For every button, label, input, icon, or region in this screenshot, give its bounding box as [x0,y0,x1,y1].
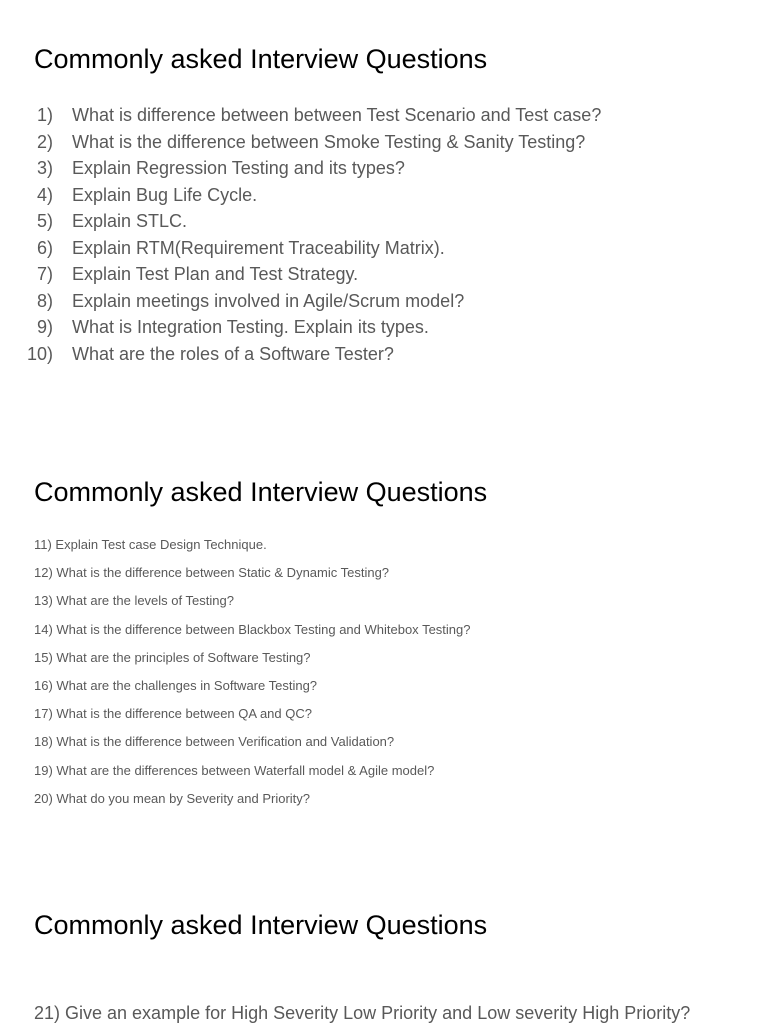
item-text: What are the roles of a Software Tester? [72,343,394,364]
item-number: 8) [36,290,53,311]
item-text: Explain Test Plan and Test Strategy. [72,264,359,284]
item-text: Explain Regression Testing and its types? [72,158,405,178]
list-item: 16) What are the challenges in Software Testing? [34,677,318,693]
item-number: 3) [36,158,53,178]
list-item: 17) What is the difference between QA and QC? [34,706,312,722]
list-item: 13) What are the levels of Testing? [34,593,234,609]
item-text: What is the difference between Smoke Testing & Sanity Testing? [72,131,586,152]
item-number: 2) [36,131,53,152]
item-number: 4) [36,184,53,205]
list-item: 21) Give an example for High Severity Low Priority and Low severity High Priority? [34,1003,691,1023]
list-item: 18) What is the difference between Verification and Validation? [34,734,395,750]
item-text: What is difference between between Test Scenario and Test case? [72,105,602,125]
item-number: 7) [36,264,53,284]
item-text: Explain STLC. [72,211,188,231]
section-3-title: Commonly asked Interview Questions [34,910,488,940]
item-number: 5) [36,211,53,231]
item-number: 9) [36,317,53,337]
list-item: 20) What do you mean by Severity and Priority? [34,790,311,806]
list-item: 12) What is the difference between Static & Dynamic Testing? [34,565,390,581]
item-text: Explain meetings involved in Agile/Scrum model? [72,290,465,311]
item-number: 6) [36,237,53,258]
list-item: 11) Explain Test case Design Technique. [34,537,267,552]
section-2-title: Commonly asked Interview Questions [34,477,488,507]
section-2-question-list [34,535,470,817]
item-number: 10) [26,343,53,364]
section-1-title: Commonly asked Interview Questions [34,44,488,74]
list-item: 19) What are the differences between Waterfall model & Agile model? [34,762,435,778]
item-text: Explain Bug Life Cycle. [72,184,258,205]
list-item: 15) What are the principles of Software Testing? [34,649,311,665]
list-item: 14) What is the difference between Blackbox Testing and Whitebox Testing? [34,621,471,637]
item-text: Explain RTM(Requirement Traceability Matrix). [72,237,445,258]
item-number: 1) [36,105,53,125]
item-text: What is Integration Testing. Explain its types. [72,317,429,337]
